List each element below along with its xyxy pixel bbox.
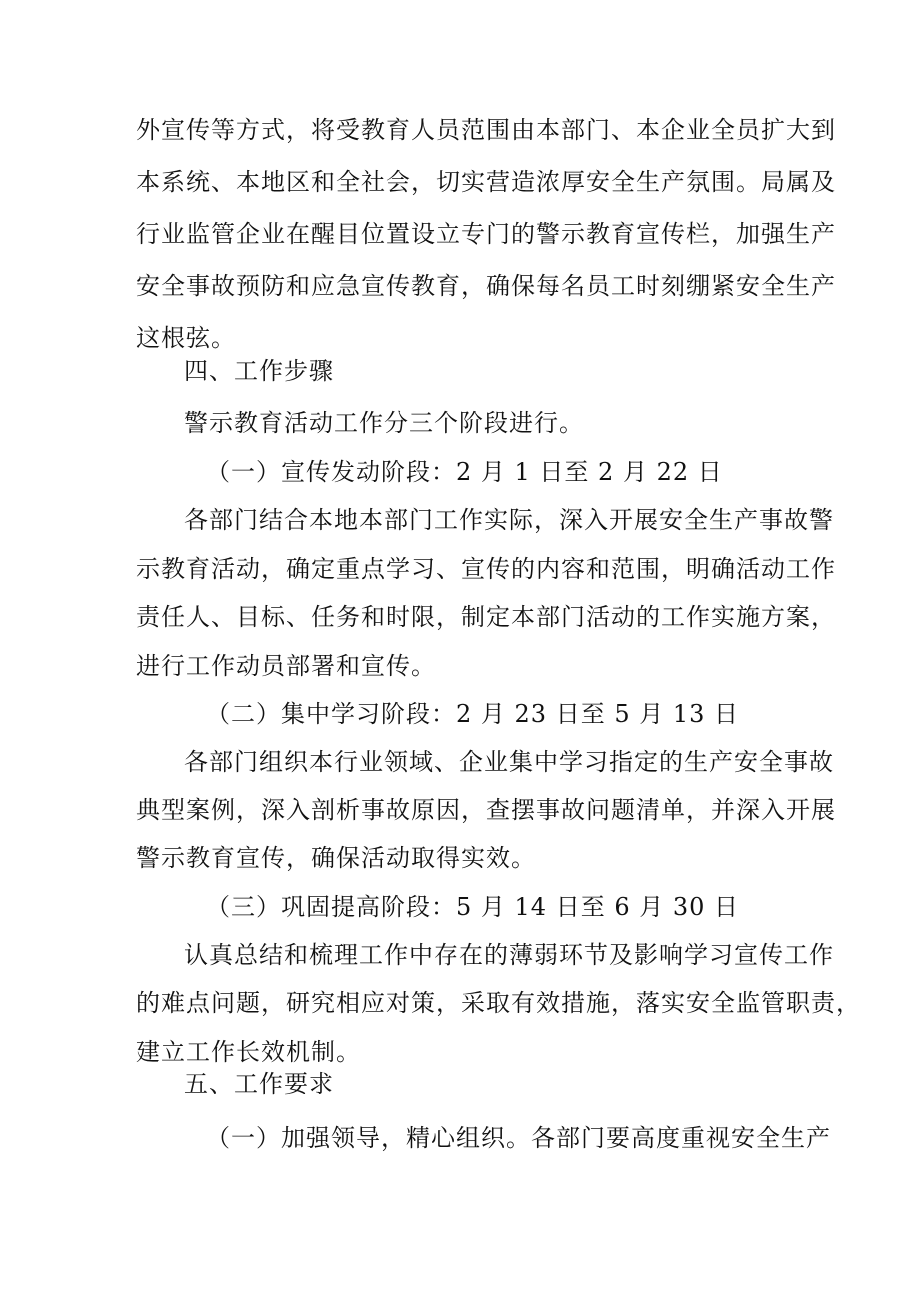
paragraph-line: 认真总结和梳理工作中存在的薄弱环节及影响学习宣传工作 xyxy=(184,941,834,969)
paragraph-line: 责任人、目标、任务和时限，制定本部门活动的工作实施方案， xyxy=(136,603,836,631)
paragraph-line: 进行工作动员部署和宣传。 xyxy=(136,652,436,680)
paragraph-line: 各部门结合本地本部门工作实际，深入开展安全生产事故警 xyxy=(184,506,834,534)
paragraph-line: 示教育活动，确定重点学习、宣传的内容和范围，明确活动工作 xyxy=(136,555,836,583)
paragraph-line: 各部门组织本行业领域、企业集中学习指定的生产安全事故 xyxy=(184,748,834,776)
paragraph-line: （一）加强领导，精心组织。各部门要高度重视安全生产 xyxy=(206,1124,831,1152)
paragraph-line: 典型案例，深入剖析事故原因，查摆事故问题清单，并深入开展 xyxy=(136,796,836,824)
paragraph-line: 警示教育活动工作分三个阶段进行。 xyxy=(184,409,584,437)
paragraph-line: 本系统、本地区和全社会，切实营造浓厚安全生产氛围。局属及 xyxy=(136,168,836,196)
paragraph-line: 的难点问题，研究相应对策，采取有效措施，落实安全监管职责， xyxy=(136,989,861,1017)
paragraph-line: 建立工作长效机制。 xyxy=(136,1038,361,1066)
paragraph-line: 行业监管企业在醒目位置设立专门的警示教育宣传栏，加强生产 xyxy=(136,220,836,248)
paragraph-line: 外宣传等方式，将受教育人员范围由本部门、本企业全员扩大到 xyxy=(136,116,836,144)
section-heading: 五、工作要求 xyxy=(184,1070,334,1098)
subsection-heading: （一）宣传发动阶段：2 月 1 日至 2 月 22 日 xyxy=(206,458,723,486)
subsection-heading: （三）巩固提高阶段：5 月 14 日至 6 月 30 日 xyxy=(206,893,740,921)
subsection-heading: （二）集中学习阶段：2 月 23 日至 5 月 13 日 xyxy=(206,700,740,728)
section-heading: 四、工作步骤 xyxy=(184,357,334,385)
paragraph-line: 警示教育宣传，确保活动取得实效。 xyxy=(136,844,536,872)
paragraph-line: 这根弦。 xyxy=(136,324,236,352)
paragraph-line: 安全事故预防和应急宣传教育，确保每名员工时刻绷紧安全生产 xyxy=(136,272,836,300)
